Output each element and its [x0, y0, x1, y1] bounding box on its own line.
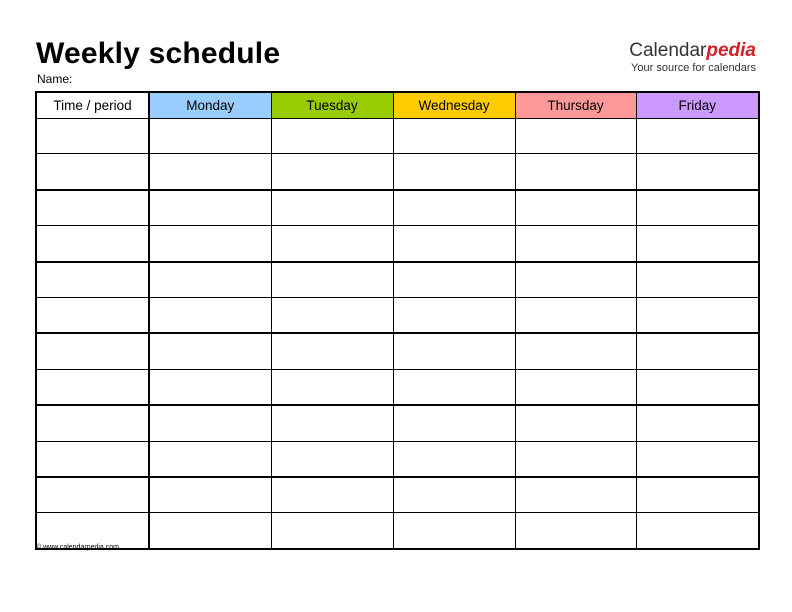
schedule-cell-time[interactable]: [36, 297, 149, 333]
schedule-cell-friday[interactable]: [636, 441, 759, 477]
schedule-cell-wednesday[interactable]: [393, 333, 515, 369]
schedule-cell-friday[interactable]: [636, 297, 759, 333]
schedule-cell-monday[interactable]: [149, 369, 271, 405]
brand-tagline: Your source for calendars: [631, 62, 756, 74]
schedule-cell-time[interactable]: [36, 369, 149, 405]
header-time-period: Time / period: [36, 92, 149, 119]
schedule-cell-wednesday[interactable]: [393, 226, 515, 262]
schedule-row: [36, 477, 759, 513]
schedule-cell-monday[interactable]: [149, 333, 271, 369]
schedule-cell-time[interactable]: [36, 477, 149, 513]
schedule-cell-monday[interactable]: [149, 226, 271, 262]
schedule-cell-friday[interactable]: [636, 333, 759, 369]
schedule-cell-friday[interactable]: [636, 477, 759, 513]
brand-name-part2: pedia: [706, 40, 756, 61]
schedule-cell-tuesday[interactable]: [271, 297, 393, 333]
schedule-cell-wednesday[interactable]: [393, 297, 515, 333]
brand-name-part1: Calendar: [629, 40, 707, 61]
schedule-cell-wednesday[interactable]: [393, 477, 515, 513]
schedule-cell-monday[interactable]: [149, 190, 271, 226]
schedule-cell-thursday[interactable]: [515, 477, 636, 513]
schedule-cell-wednesday[interactable]: [393, 262, 515, 298]
schedule-cell-friday[interactable]: [636, 369, 759, 405]
schedule-cell-thursday[interactable]: [515, 441, 636, 477]
schedule-cell-time[interactable]: [36, 190, 149, 226]
schedule-table: [35, 91, 760, 550]
schedule-cell-thursday[interactable]: [515, 226, 636, 262]
header-monday: Monday: [149, 92, 271, 119]
schedule-cell-monday[interactable]: [149, 297, 271, 333]
schedule-cell-monday[interactable]: [149, 119, 271, 154]
schedule-cell-thursday[interactable]: [515, 297, 636, 333]
schedule-row: [36, 154, 759, 190]
header-thursday: Thursday: [515, 92, 636, 119]
schedule-cell-friday[interactable]: [636, 190, 759, 226]
schedule-cell-monday[interactable]: [149, 441, 271, 477]
schedule-cell-time[interactable]: [36, 333, 149, 369]
schedule-cell-monday[interactable]: [149, 405, 271, 441]
header-row: [36, 92, 759, 119]
schedule-cell-tuesday[interactable]: [271, 405, 393, 441]
schedule-row: [36, 513, 759, 549]
schedule-cell-tuesday[interactable]: [271, 369, 393, 405]
schedule-cell-tuesday[interactable]: [271, 154, 393, 190]
schedule-cell-monday[interactable]: [149, 477, 271, 513]
copyright-footer: © www.calendarpedia.com: [36, 544, 119, 551]
schedule-cell-wednesday[interactable]: [393, 190, 515, 226]
schedule-cell-time[interactable]: [36, 405, 149, 441]
schedule-cell-wednesday[interactable]: [393, 154, 515, 190]
schedule-cell-time[interactable]: [36, 226, 149, 262]
schedule-cell-tuesday[interactable]: [271, 119, 393, 154]
schedule-cell-thursday[interactable]: [515, 154, 636, 190]
schedule-cell-friday[interactable]: [636, 226, 759, 262]
schedule-cell-thursday[interactable]: [515, 190, 636, 226]
schedule-row: [36, 441, 759, 477]
schedule-cell-monday[interactable]: [149, 262, 271, 298]
schedule-cell-time[interactable]: [36, 154, 149, 190]
schedule-cell-time[interactable]: [36, 441, 149, 477]
schedule-cell-tuesday[interactable]: [271, 333, 393, 369]
schedule-cell-friday[interactable]: [636, 154, 759, 190]
brand-logo: [629, 40, 756, 75]
schedule-cell-wednesday[interactable]: [393, 119, 515, 154]
schedule-cell-thursday[interactable]: [515, 405, 636, 441]
schedule-cell-thursday[interactable]: [515, 513, 636, 549]
schedule-cell-time[interactable]: [36, 119, 149, 154]
schedule-cell-tuesday[interactable]: [271, 441, 393, 477]
schedule-cell-tuesday[interactable]: [271, 513, 393, 549]
schedule-cell-monday[interactable]: [149, 154, 271, 190]
header-wednesday: Wednesday: [393, 92, 515, 119]
schedule-row: [36, 405, 759, 441]
schedule-cell-wednesday[interactable]: [393, 513, 515, 549]
schedule-cell-monday[interactable]: [149, 513, 271, 549]
schedule-row: [36, 119, 759, 154]
schedule-cell-thursday[interactable]: [515, 369, 636, 405]
schedule-cell-tuesday[interactable]: [271, 190, 393, 226]
schedule-row: [36, 333, 759, 369]
schedule-cell-thursday[interactable]: [515, 333, 636, 369]
schedule-cell-thursday[interactable]: [515, 262, 636, 298]
header-tuesday: Tuesday: [271, 92, 393, 119]
schedule-cell-tuesday[interactable]: [271, 477, 393, 513]
schedule-cell-friday[interactable]: [636, 119, 759, 154]
page-title: Weekly schedule: [36, 37, 281, 70]
brand-name: [629, 40, 756, 62]
schedule-cell-time[interactable]: [36, 262, 149, 298]
schedule-row: [36, 190, 759, 226]
schedule-cell-wednesday[interactable]: [393, 405, 515, 441]
name-label: Name:: [37, 72, 73, 86]
schedule-row: [36, 297, 759, 333]
schedule-row: [36, 226, 759, 262]
schedule-cell-tuesday[interactable]: [271, 226, 393, 262]
header-friday: Friday: [636, 92, 759, 119]
schedule-body: [36, 119, 759, 549]
schedule-row: [36, 369, 759, 405]
schedule-cell-wednesday[interactable]: [393, 441, 515, 477]
schedule-cell-wednesday[interactable]: [393, 369, 515, 405]
schedule-cell-friday[interactable]: [636, 513, 759, 549]
schedule-cell-thursday[interactable]: [515, 119, 636, 154]
schedule-cell-tuesday[interactable]: [271, 262, 393, 298]
schedule-cell-friday[interactable]: [636, 262, 759, 298]
schedule-cell-friday[interactable]: [636, 405, 759, 441]
schedule-row: [36, 262, 759, 298]
